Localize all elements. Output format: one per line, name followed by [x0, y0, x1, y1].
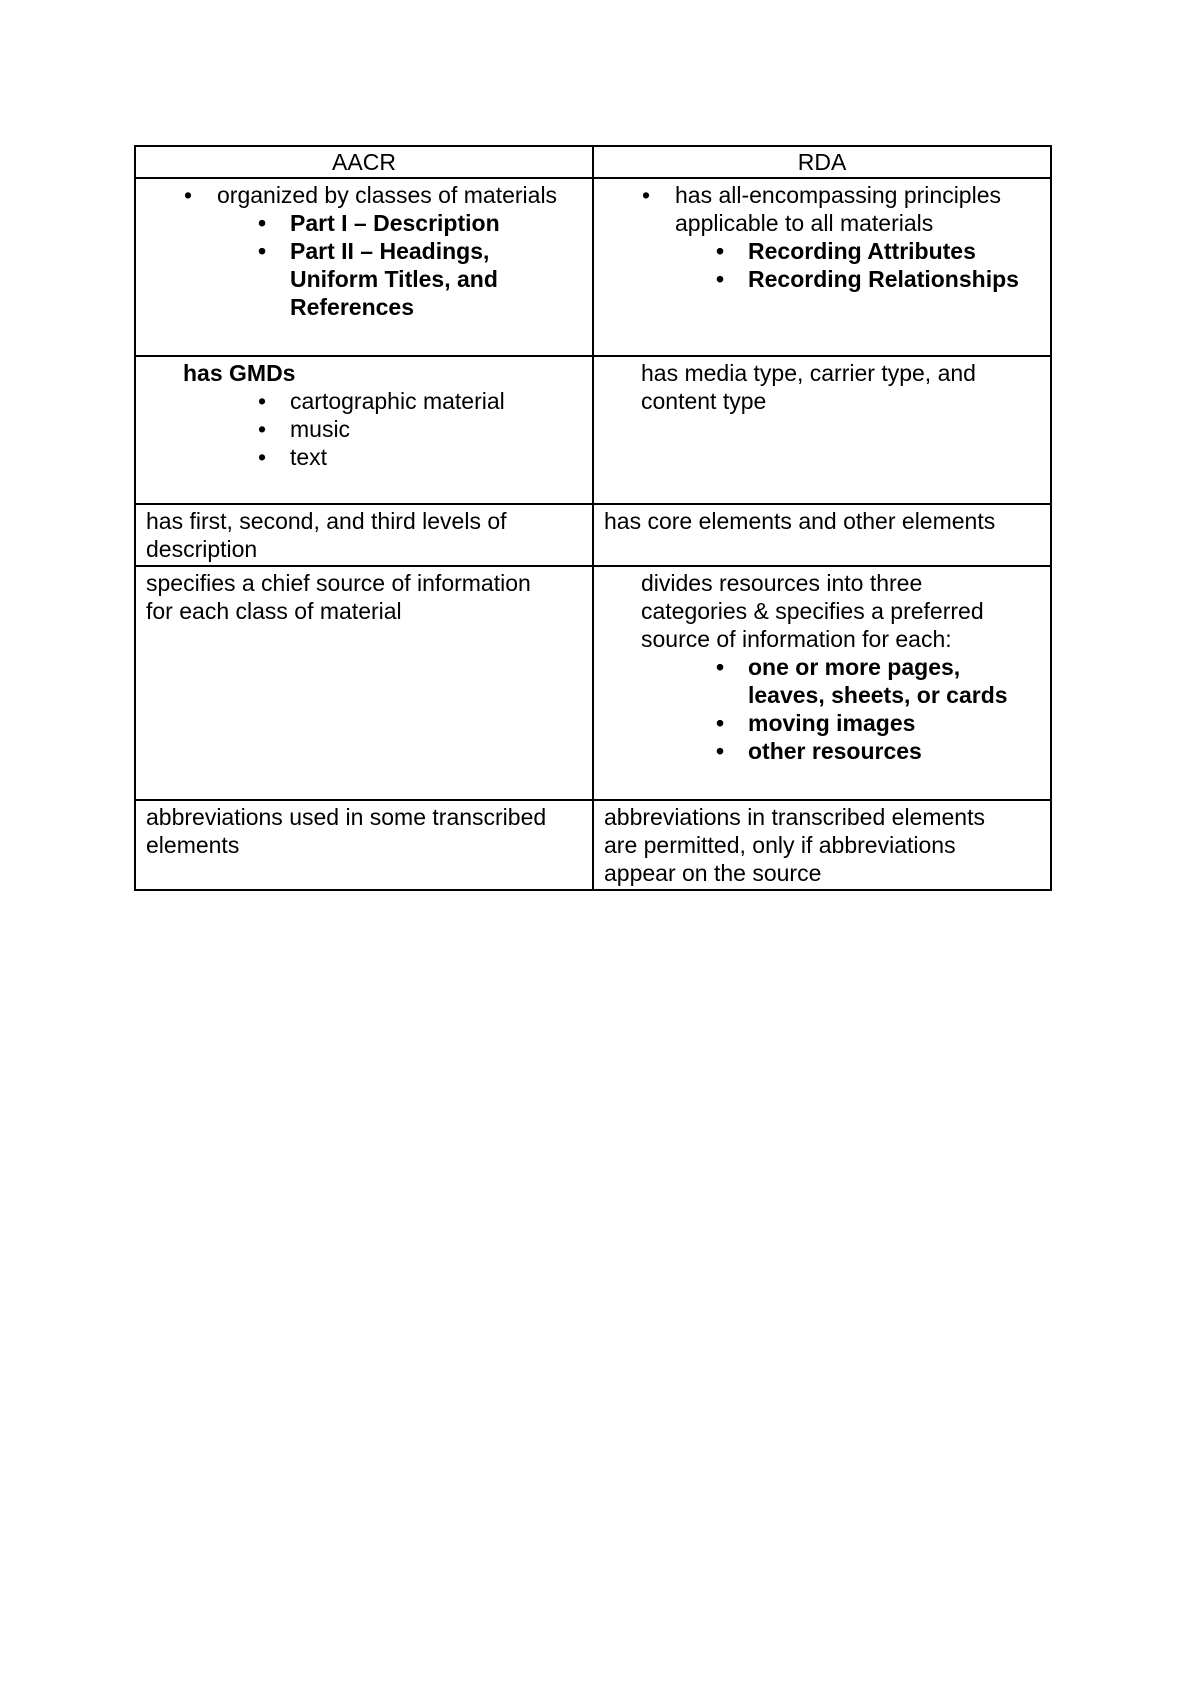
cell-rda-organization	[593, 178, 1051, 356]
list-item-text: Recording Relationships	[748, 266, 1019, 292]
list-item-text: other resources	[748, 738, 922, 764]
bullet-icon: •	[258, 388, 267, 414]
list-item	[604, 181, 1040, 237]
preferred-source-text: divides resources into three categories & specifies a preferred source of information for each:	[641, 570, 984, 652]
list-item	[146, 443, 582, 471]
list-item	[604, 737, 1040, 765]
list-item	[146, 387, 582, 415]
list-item-text: music	[290, 416, 351, 442]
header-aacr: AACR	[135, 146, 593, 178]
list-item	[146, 181, 582, 209]
cell-aacr-gmds	[135, 356, 593, 504]
cell-rda-core-elements: has core elements and other elements	[593, 504, 1051, 566]
list-item-text: has all-encompassing principles applicable to all materials	[675, 182, 1001, 236]
cell-aacr-levels: has first, second, and third levels of description	[135, 504, 593, 566]
bullet-icon: •	[716, 710, 725, 736]
bullet-icon: •	[258, 238, 267, 264]
table-row	[135, 178, 1051, 356]
bullet-icon: •	[716, 738, 725, 764]
bullet-icon: •	[716, 238, 725, 264]
list-item	[146, 209, 582, 237]
table-row	[135, 800, 1051, 890]
cell-aacr-abbreviations: abbreviations used in some transcribed elements	[135, 800, 593, 890]
cell-aacr-chief-source: specifies a chief source of information for each class of material	[135, 566, 593, 800]
list-item-text: cartographic material	[290, 388, 505, 414]
header-rda: RDA	[593, 146, 1051, 178]
gmd-heading: has GMDs	[183, 360, 296, 386]
cell-aacr-organization	[135, 178, 593, 356]
media-type-text: has media type, carrier type, and content type	[641, 360, 976, 414]
cell-rda-preferred-source	[593, 566, 1051, 800]
list-item-text: Recording Attributes	[748, 238, 976, 264]
cell-rda-abbreviations: abbreviations in transcribed elements are permitted, only if abbreviations appear on the source	[593, 800, 1051, 890]
bullet-icon: •	[258, 416, 267, 442]
list-item	[604, 653, 1040, 709]
list-item-text: Part I – Description	[290, 210, 500, 236]
bullet-icon: •	[642, 182, 651, 208]
list-item	[604, 237, 1040, 265]
bullet-icon: •	[716, 266, 725, 292]
cell-rda-media-types	[593, 356, 1051, 504]
list-item-text: organized by classes of materials	[217, 182, 558, 208]
table-row	[135, 504, 1051, 566]
list-item-text: moving images	[748, 710, 916, 736]
bullet-icon: •	[184, 182, 193, 208]
header-row	[135, 146, 1051, 178]
list-item-text: one or more pages, leaves, sheets, or cards	[748, 654, 1008, 708]
bullet-icon: •	[716, 654, 725, 680]
bullet-icon: •	[258, 210, 267, 236]
list-item-text: text	[290, 444, 328, 470]
table-row	[135, 356, 1051, 504]
bullet-icon: •	[258, 444, 267, 470]
list-item	[146, 237, 582, 321]
table-row	[135, 566, 1051, 800]
comparison-table	[134, 145, 1052, 891]
list-item	[146, 415, 582, 443]
list-item-text: Part II – Headings, Uniform Titles, and References	[290, 238, 498, 320]
list-item	[604, 709, 1040, 737]
list-item	[604, 265, 1040, 293]
